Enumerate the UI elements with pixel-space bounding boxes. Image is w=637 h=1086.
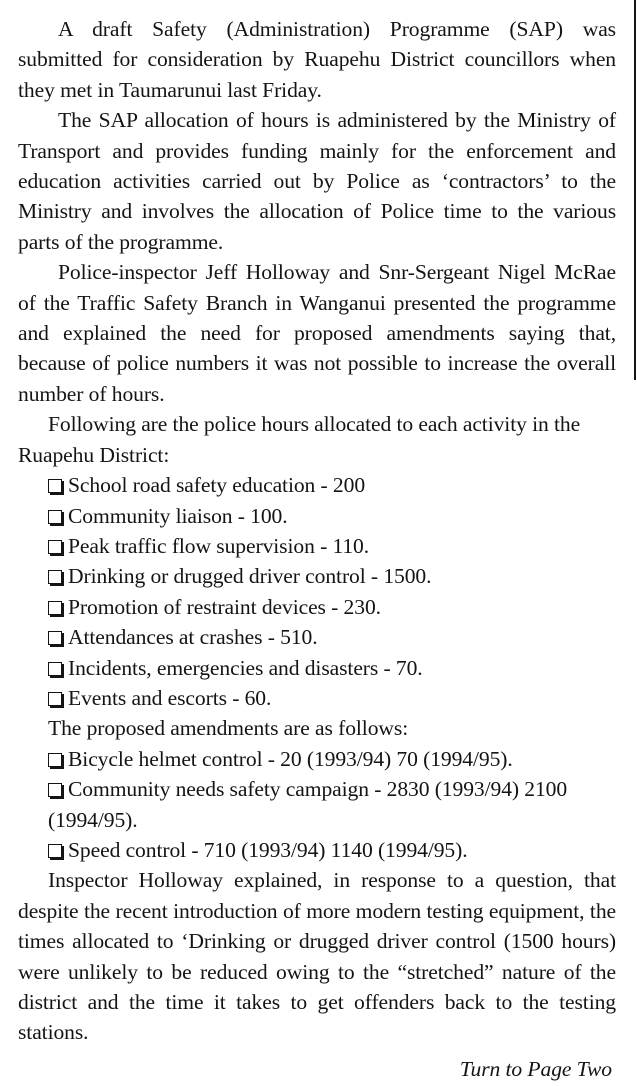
checkbox-icon bbox=[48, 540, 62, 554]
list-item bbox=[18, 531, 616, 561]
list-item bbox=[18, 592, 616, 622]
column-rule bbox=[634, 0, 636, 380]
allocation-intro: Following are the police hours allocated to each activity in the Ruapehu District: bbox=[18, 412, 581, 467]
list-item-text: Drinking or drugged driver control - 1500. bbox=[68, 564, 432, 589]
list-item-text: Events and escorts - 60. bbox=[68, 685, 272, 710]
checkbox-icon bbox=[48, 510, 62, 524]
paragraph: A draft Safety (Administration) Programme (SAP) was submitted for consideration by Ruapehu District councillors when they met in Taumarunui last Friday. bbox=[18, 17, 616, 102]
continuation-note: Turn to Page Two bbox=[459, 1056, 612, 1081]
paragraph: Police-inspector Jeff Holloway and Snr-Sergeant Nigel McRae of the Traffic Safety Branch in Wanganui presented the programme and explained the need for proposed amendments saying that, because of police numbers it was not possible to increase the overall number of hours. bbox=[18, 260, 616, 406]
list-item bbox=[18, 744, 616, 774]
article bbox=[18, 14, 616, 1084]
paragraph: The SAP allocation of hours is administered by the Ministry of Transport and provides funding mainly for the enforcement and education activities carried out by Police as ‘contractors’ to the Ministry and involves the allocation of Police time to the various parts of the programme. bbox=[18, 108, 616, 254]
list-item-text: Promotion of restraint devices - 230. bbox=[68, 594, 381, 619]
checkbox-icon bbox=[48, 601, 62, 615]
checkbox-icon bbox=[48, 844, 62, 858]
list-item-text: Bicycle helmet control - 20 (1993/94) 70 (1994/95). bbox=[68, 746, 513, 771]
list-item-text: School road safety education - 200 bbox=[68, 473, 366, 498]
list-item-text: Community needs safety campaign - 2830 (1993/94) 2100 (1994/95). bbox=[48, 777, 568, 832]
allocation-list bbox=[18, 470, 616, 713]
checkbox-icon bbox=[48, 631, 62, 645]
list-item bbox=[18, 501, 616, 531]
list-item-text: Peak traffic flow supervision - 110. bbox=[68, 533, 370, 558]
checkbox-icon bbox=[48, 479, 62, 493]
checkbox-icon bbox=[48, 570, 62, 584]
list-item-text: Speed control - 710 (1993/94) 1140 (1994/95). bbox=[68, 837, 468, 862]
list-item bbox=[18, 683, 616, 713]
list-item-text: Attendances at crashes - 510. bbox=[68, 625, 318, 650]
list-item-text: Community liaison - 100. bbox=[68, 503, 288, 528]
list-item bbox=[18, 774, 616, 835]
list-item bbox=[18, 653, 616, 683]
closing-paragraph: Inspector Holloway explained, in response to a question, that despite the recent introduction of more modern testing equipment, the times allocated to ‘Drinking or drugged driver control (1500 hours) were unlikely to be reduced owing to the “stretched” nature of the district and the time it takes to get offenders back to the testing stations. bbox=[18, 868, 616, 1045]
amendments-intro: The proposed amendments are as follows: bbox=[48, 716, 409, 741]
list-item bbox=[18, 561, 616, 591]
checkbox-icon bbox=[48, 783, 62, 797]
list-item bbox=[18, 470, 616, 500]
checkbox-icon bbox=[48, 753, 62, 767]
list-item bbox=[18, 622, 616, 652]
list-item-text: Incidents, emergencies and disasters - 70. bbox=[68, 655, 423, 680]
checkbox-icon bbox=[48, 662, 62, 676]
amendment-list bbox=[18, 744, 616, 866]
list-item bbox=[18, 835, 616, 865]
checkbox-icon bbox=[48, 692, 62, 706]
